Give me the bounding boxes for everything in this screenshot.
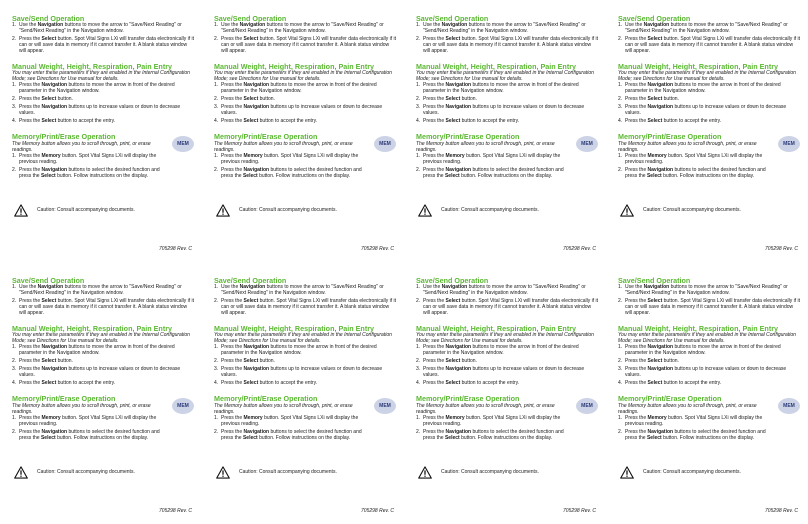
memory-step-1: 1. Press the Memory button. Spot Vital Signs LXi will display the previous reading. bbox=[214, 414, 359, 427]
memory-heading: Memory/Print/Erase Operation bbox=[618, 394, 722, 404]
warning-triangle-icon bbox=[620, 466, 634, 479]
revision-label: 705298 Rev. C bbox=[765, 508, 798, 514]
manual-step-1: 1. Press the Navigation buttons to move the arrow in front of the desired parameter in the Navigation window. bbox=[214, 82, 377, 95]
memory-heading: Memory/Print/Erase Operation bbox=[12, 132, 116, 142]
memory-step-2: 2. Press the Navigation buttons to select the desired function and press the Select button. Follow instructions on the display. bbox=[618, 166, 766, 179]
memory-step-1: 1. Press the Memory button. Spot Vital Signs LXi will display the previous reading. bbox=[416, 152, 561, 165]
save-send-step-1: 1. Use the Navigation buttons to move the arrow to "Save/Next Reading" or "Send/Next Reading" in the Navigation window. bbox=[12, 284, 182, 296]
save-send-step-1: 1. Use the Navigation buttons to move the arrow to "Save/Next Reading" or "Send/Next Reading" in the Navigation window. bbox=[416, 22, 586, 34]
warning-triangle-icon bbox=[14, 466, 28, 479]
memory-section bbox=[618, 395, 800, 441]
save-send-steps bbox=[618, 23, 800, 55]
memory-intro: The Memory button allows you to scroll through, print, or erase readings. bbox=[618, 402, 757, 415]
mem-button-icon: MEM bbox=[576, 136, 598, 152]
caution-row bbox=[620, 466, 800, 479]
caution-row bbox=[418, 204, 598, 217]
revision-label: 705298 Rev. C bbox=[159, 508, 192, 514]
memory-section bbox=[214, 133, 396, 179]
manual-step-3: 3. Press the Navigation buttons up to increase values or down to decrease values. bbox=[416, 366, 585, 379]
manual-step-4: 4. Press the Select button to accept the entry. bbox=[12, 380, 116, 387]
warning-triangle-icon bbox=[216, 466, 230, 479]
save-send-steps bbox=[214, 23, 396, 55]
revision-label: 705298 Rev. C bbox=[563, 246, 596, 252]
memory-intro: The Memory button allows you to scroll through, print, or erase readings. bbox=[618, 140, 757, 153]
save-send-step-1: 1. Use the Navigation buttons to move the arrow to "Save/Next Reading" or "Send/Next Reading" in the Navigation window. bbox=[618, 22, 788, 34]
caution-row bbox=[418, 466, 598, 479]
memory-steps bbox=[12, 416, 170, 442]
manual-step-1: 1. Press the Navigation buttons to move the arrow in front of the desired parameter in the Navigation window. bbox=[416, 344, 579, 357]
memory-steps bbox=[214, 154, 372, 180]
manual-step-2: 2. Press the Select button. bbox=[416, 96, 477, 103]
manual-step-3: 3. Press the Navigation buttons up to increase values or down to decrease values. bbox=[214, 366, 383, 379]
warning-triangle-icon bbox=[14, 204, 28, 217]
mem-button-icon: MEM bbox=[374, 398, 396, 414]
memory-section bbox=[12, 133, 194, 179]
memory-heading: Memory/Print/Erase Operation bbox=[618, 132, 722, 142]
memory-heading: Memory/Print/Erase Operation bbox=[214, 394, 318, 404]
memory-heading: Memory/Print/Erase Operation bbox=[12, 394, 116, 404]
manual-entry-heading: Manual Weight, Height, Respiration, Pain Entry bbox=[214, 61, 375, 71]
revision-label: 705298 Rev. C bbox=[765, 246, 798, 252]
revision-label: 705298 Rev. C bbox=[159, 246, 192, 252]
memory-intro: The Memory button allows you to scroll through, print, or erase readings. bbox=[12, 402, 151, 415]
memory-steps bbox=[416, 416, 574, 442]
save-send-steps bbox=[416, 285, 598, 317]
memory-section bbox=[416, 395, 598, 441]
manual-step-1: 1. Press the Navigation buttons to move the arrow in front of the desired parameter in the Navigation window. bbox=[416, 82, 579, 95]
manual-step-4: 4. Press the Select button to accept the entry. bbox=[12, 118, 116, 125]
manual-step-1: 1. Press the Navigation buttons to move the arrow in front of the desired parameter in the Navigation window. bbox=[618, 82, 781, 95]
manual-entry-heading: Manual Weight, Height, Respiration, Pain Entry bbox=[12, 61, 173, 71]
save-send-heading: Save/Send Operation bbox=[214, 276, 287, 285]
memory-section bbox=[618, 133, 800, 179]
revision-label: 705298 Rev. C bbox=[361, 508, 394, 514]
save-send-heading: Save/Send Operation bbox=[416, 14, 489, 23]
memory-heading: Memory/Print/Erase Operation bbox=[416, 132, 520, 142]
save-send-step-2: 2. Press the Select button. Spot Vital Signs LXi will transfer data electronically if it can or will save data in memory if it cannot transfer it. A blank status window will appear. bbox=[618, 298, 801, 316]
manual-entry-heading: Manual Weight, Height, Respiration, Pain Entry bbox=[12, 323, 173, 333]
save-send-step-1: 1. Use the Navigation buttons to move the arrow to "Save/Next Reading" or "Send/Next Reading" in the Navigation window. bbox=[416, 284, 586, 296]
revision-label: 705298 Rev. C bbox=[563, 508, 596, 514]
instruction-card bbox=[0, 0, 202, 262]
manual-step-4: 4. Press the Select button to accept the entry. bbox=[416, 118, 520, 125]
warning-triangle-icon bbox=[418, 204, 432, 217]
warning-triangle-icon bbox=[620, 204, 634, 217]
manual-step-3: 3. Press the Navigation buttons up to increase values or down to decrease values. bbox=[12, 366, 181, 379]
memory-intro: The Memory button allows you to scroll through, print, or erase readings. bbox=[214, 402, 353, 415]
caution-row bbox=[14, 204, 194, 217]
save-send-steps bbox=[618, 285, 800, 317]
memory-intro: The Memory button allows you to scroll through, print, or erase readings. bbox=[214, 140, 353, 153]
manual-entry-steps bbox=[214, 83, 396, 125]
save-send-steps bbox=[12, 23, 194, 55]
manual-entry-intro: You may enter these parameters if they are enabled in the Internal Configuration Mode; see Directions for Use manual for details. bbox=[618, 70, 796, 83]
mem-button-icon: MEM bbox=[778, 136, 800, 152]
warning-triangle-icon bbox=[418, 466, 432, 479]
manual-entry-heading: Manual Weight, Height, Respiration, Pain Entry bbox=[416, 323, 577, 333]
warning-triangle-icon bbox=[216, 204, 230, 217]
memory-section bbox=[416, 133, 598, 179]
memory-section bbox=[214, 395, 396, 441]
save-send-step-2: 2. Press the Select button. Spot Vital Signs LXi will transfer data electronically if it can or will save data in memory if it cannot transfer it. A blank status window will appear. bbox=[12, 36, 195, 54]
manual-step-4: 4. Press the Select button to accept the entry. bbox=[214, 380, 318, 387]
mem-button-icon: MEM bbox=[374, 136, 396, 152]
manual-entry-intro: You may enter these parameters if they are enabled in the Internal Configuration Mode; see Directions for Use manual for details. bbox=[416, 70, 594, 83]
memory-steps bbox=[618, 416, 776, 442]
memory-step-2: 2. Press the Navigation buttons to select the desired function and press the Select button. Follow instructions on the display. bbox=[12, 428, 160, 441]
memory-step-2: 2. Press the Navigation buttons to select the desired function and press the Select button. Follow instructions on the display. bbox=[214, 166, 362, 179]
instruction-card bbox=[404, 262, 606, 524]
mem-button-icon: MEM bbox=[172, 398, 194, 414]
manual-step-4: 4. Press the Select button to accept the entry. bbox=[416, 380, 520, 387]
memory-step-1: 1. Press the Memory button. Spot Vital Signs LXi will display the previous reading. bbox=[12, 414, 157, 427]
memory-step-2: 2. Press the Navigation buttons to select the desired function and press the Select button. Follow instructions on the display. bbox=[214, 428, 362, 441]
memory-step-1: 1. Press the Memory button. Spot Vital Signs LXi will display the previous reading. bbox=[416, 414, 561, 427]
memory-intro: The Memory button allows you to scroll through, print, or erase readings. bbox=[416, 140, 555, 153]
manual-entry-steps bbox=[618, 83, 800, 125]
caution-text: Caution: Consult accompanying documents. bbox=[37, 207, 135, 214]
instruction-card bbox=[202, 262, 404, 524]
manual-entry-intro: You may enter these parameters if they are enabled in the Internal Configuration Mode; see Directions for Use manual for details. bbox=[214, 70, 392, 83]
save-send-step-2: 2. Press the Select button. Spot Vital Signs LXi will transfer data electronically if it can or will save data in memory if it cannot transfer it. A blank status window will appear. bbox=[416, 36, 599, 54]
save-send-step-2: 2. Press the Select button. Spot Vital Signs LXi will transfer data electronically if it can or will save data in memory if it cannot transfer it. A blank status window will appear. bbox=[12, 298, 195, 316]
save-send-heading: Save/Send Operation bbox=[12, 14, 85, 23]
manual-step-1: 1. Press the Navigation buttons to move the arrow in front of the desired parameter in the Navigation window. bbox=[214, 344, 377, 357]
manual-entry-steps bbox=[416, 83, 598, 125]
manual-entry-heading: Manual Weight, Height, Respiration, Pain Entry bbox=[214, 323, 375, 333]
manual-step-1: 1. Press the Navigation buttons to move the arrow in front of the desired parameter in the Navigation window. bbox=[618, 344, 781, 357]
save-send-steps bbox=[214, 285, 396, 317]
mem-button-icon: MEM bbox=[778, 398, 800, 414]
memory-intro: The Memory button allows you to scroll through, print, or erase readings. bbox=[416, 402, 555, 415]
caution-row bbox=[14, 466, 194, 479]
caution-text: Caution: Consult accompanying documents. bbox=[441, 469, 539, 476]
manual-step-3: 3. Press the Navigation buttons up to increase values or down to decrease values. bbox=[618, 104, 787, 117]
manual-step-2: 2. Press the Select button. bbox=[12, 358, 73, 365]
save-send-step-2: 2. Press the Select button. Spot Vital Signs LXi will transfer data electronically if it can or will save data in memory if it cannot transfer it. A blank status window will appear. bbox=[416, 298, 599, 316]
caution-text: Caution: Consult accompanying documents. bbox=[643, 207, 741, 214]
caution-row bbox=[620, 204, 800, 217]
manual-entry-steps bbox=[12, 345, 194, 387]
save-send-step-2: 2. Press the Select button. Spot Vital Signs LXi will transfer data electronically if it can or will save data in memory if it cannot transfer it. A blank status window will appear. bbox=[214, 298, 397, 316]
manual-step-2: 2. Press the Select button. bbox=[618, 96, 679, 103]
save-send-step-1: 1. Use the Navigation buttons to move the arrow to "Save/Next Reading" or "Send/Next Reading" in the Navigation window. bbox=[214, 22, 384, 34]
manual-entry-intro: You may enter these parameters if they are enabled in the Internal Configuration Mode; see Directions for Use manual for details. bbox=[416, 332, 594, 345]
instruction-card bbox=[404, 0, 606, 262]
manual-entry-intro: You may enter these parameters if they are enabled in the Internal Configuration Mode; see Directions for Use manual for details. bbox=[12, 70, 190, 83]
save-send-step-1: 1. Use the Navigation buttons to move the arrow to "Save/Next Reading" or "Send/Next Reading" in the Navigation window. bbox=[214, 284, 384, 296]
memory-step-2: 2. Press the Navigation buttons to select the desired function and press the Select button. Follow instructions on the display. bbox=[618, 428, 766, 441]
instruction-card bbox=[202, 0, 404, 262]
manual-step-4: 4. Press the Select button to accept the entry. bbox=[214, 118, 318, 125]
manual-step-1: 1. Press the Navigation buttons to move the arrow in front of the desired parameter in the Navigation window. bbox=[12, 82, 175, 95]
memory-step-1: 1. Press the Memory button. Spot Vital Signs LXi will display the previous reading. bbox=[618, 414, 763, 427]
manual-entry-steps bbox=[618, 345, 800, 387]
save-send-step-2: 2. Press the Select button. Spot Vital Signs LXi will transfer data electronically if it can or will save data in memory if it cannot transfer it. A blank status window will appear. bbox=[618, 36, 801, 54]
memory-heading: Memory/Print/Erase Operation bbox=[214, 132, 318, 142]
manual-entry-intro: You may enter these parameters if they are enabled in the Internal Configuration Mode; see Directions for Use manual for details. bbox=[12, 332, 190, 345]
memory-step-2: 2. Press the Navigation buttons to select the desired function and press the Select button. Follow instructions on the display. bbox=[12, 166, 160, 179]
manual-step-4: 4. Press the Select button to accept the entry. bbox=[618, 380, 722, 387]
save-send-step-1: 1. Use the Navigation buttons to move the arrow to "Save/Next Reading" or "Send/Next Reading" in the Navigation window. bbox=[12, 22, 182, 34]
caution-row bbox=[216, 204, 396, 217]
caution-text: Caution: Consult accompanying documents. bbox=[643, 469, 741, 476]
memory-step-1: 1. Press the Memory button. Spot Vital Signs LXi will display the previous reading. bbox=[618, 152, 763, 165]
memory-step-1: 1. Press the Memory button. Spot Vital Signs LXi will display the previous reading. bbox=[12, 152, 157, 165]
manual-step-1: 1. Press the Navigation buttons to move the arrow in front of the desired parameter in the Navigation window. bbox=[12, 344, 175, 357]
manual-entry-heading: Manual Weight, Height, Respiration, Pain Entry bbox=[618, 323, 779, 333]
memory-step-2: 2. Press the Navigation buttons to select the desired function and press the Select button. Follow instructions on the display. bbox=[416, 428, 564, 441]
memory-heading: Memory/Print/Erase Operation bbox=[416, 394, 520, 404]
memory-step-2: 2. Press the Navigation buttons to select the desired function and press the Select button. Follow instructions on the display. bbox=[416, 166, 564, 179]
manual-entry-heading: Manual Weight, Height, Respiration, Pain Entry bbox=[416, 61, 577, 71]
mem-button-icon: MEM bbox=[172, 136, 194, 152]
memory-intro: The Memory button allows you to scroll through, print, or erase readings. bbox=[12, 140, 151, 153]
manual-entry-intro: You may enter these parameters if they are enabled in the Internal Configuration Mode; see Directions for Use manual for details. bbox=[214, 332, 392, 345]
manual-step-2: 2. Press the Select button. bbox=[214, 96, 275, 103]
memory-step-1: 1. Press the Memory button. Spot Vital Signs LXi will display the previous reading. bbox=[214, 152, 359, 165]
manual-entry-heading: Manual Weight, Height, Respiration, Pain Entry bbox=[618, 61, 779, 71]
save-send-step-2: 2. Press the Select button. Spot Vital Signs LXi will transfer data electronically if it can or will save data in memory if it cannot transfer it. A blank status window will appear. bbox=[214, 36, 397, 54]
instruction-card bbox=[606, 0, 808, 262]
manual-step-2: 2. Press the Select button. bbox=[618, 358, 679, 365]
revision-label: 705298 Rev. C bbox=[361, 246, 394, 252]
save-send-heading: Save/Send Operation bbox=[12, 276, 85, 285]
memory-steps bbox=[416, 154, 574, 180]
memory-steps bbox=[618, 154, 776, 180]
caution-text: Caution: Consult accompanying documents. bbox=[37, 469, 135, 476]
instruction-card bbox=[0, 262, 202, 524]
manual-step-3: 3. Press the Navigation buttons up to increase values or down to decrease values. bbox=[416, 104, 585, 117]
manual-step-2: 2. Press the Select button. bbox=[416, 358, 477, 365]
caution-text: Caution: Consult accompanying documents. bbox=[239, 207, 337, 214]
memory-steps bbox=[214, 416, 372, 442]
manual-step-2: 2. Press the Select button. bbox=[12, 96, 73, 103]
instruction-card bbox=[606, 262, 808, 524]
save-send-heading: Save/Send Operation bbox=[214, 14, 287, 23]
save-send-heading: Save/Send Operation bbox=[416, 276, 489, 285]
caution-text: Caution: Consult accompanying documents. bbox=[239, 469, 337, 476]
manual-step-4: 4. Press the Select button to accept the entry. bbox=[618, 118, 722, 125]
caution-text: Caution: Consult accompanying documents. bbox=[441, 207, 539, 214]
save-send-heading: Save/Send Operation bbox=[618, 276, 691, 285]
manual-step-3: 3. Press the Navigation buttons up to increase values or down to decrease values. bbox=[12, 104, 181, 117]
save-send-steps bbox=[416, 23, 598, 55]
manual-step-3: 3. Press the Navigation buttons up to increase values or down to decrease values. bbox=[214, 104, 383, 117]
caution-row bbox=[216, 466, 396, 479]
manual-step-3: 3. Press the Navigation buttons up to increase values or down to decrease values. bbox=[618, 366, 787, 379]
save-send-step-1: 1. Use the Navigation buttons to move the arrow to "Save/Next Reading" or "Send/Next Reading" in the Navigation window. bbox=[618, 284, 788, 296]
manual-entry-intro: You may enter these parameters if they are enabled in the Internal Configuration Mode; see Directions for Use manual for details. bbox=[618, 332, 796, 345]
memory-steps bbox=[12, 154, 170, 180]
manual-entry-steps bbox=[416, 345, 598, 387]
manual-step-2: 2. Press the Select button. bbox=[214, 358, 275, 365]
save-send-heading: Save/Send Operation bbox=[618, 14, 691, 23]
manual-entry-steps bbox=[214, 345, 396, 387]
memory-section bbox=[12, 395, 194, 441]
save-send-steps bbox=[12, 285, 194, 317]
manual-entry-steps bbox=[12, 83, 194, 125]
mem-button-icon: MEM bbox=[576, 398, 598, 414]
